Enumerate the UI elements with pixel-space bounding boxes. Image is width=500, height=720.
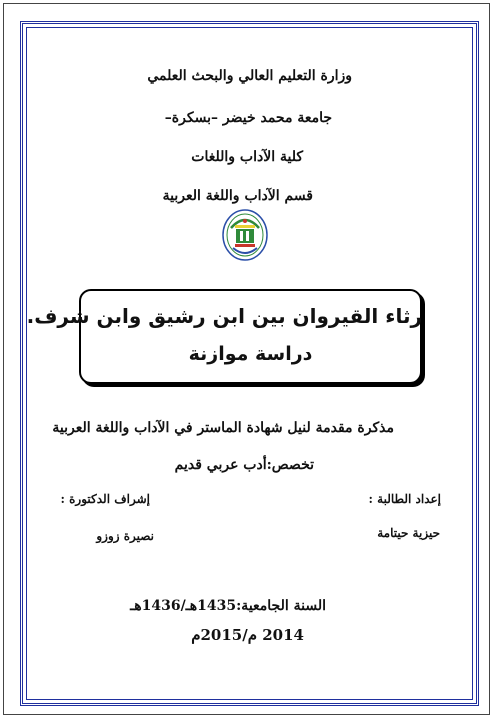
university-seal-icon (221, 208, 269, 262)
academic-year-hijri: السنة الجامعية:1435هـ/1436هـ (130, 598, 326, 614)
ministry-name: وزارة التعليم العالي والبحث العلمي (147, 68, 352, 84)
memo-statement: مذكرة مقدمة لنيل شهادة الماستر في الآداب واللغة العربية (52, 420, 394, 436)
university-name: جامعة محمد خيضر –بسكرة– (164, 110, 332, 126)
department-name: قسم الآداب واللغة العربية (162, 188, 313, 204)
thesis-title: رثاء القيروان بين ابن رشيق وابن شرف. (26, 304, 422, 328)
supervisor-label: إشراف الدكتورة : (60, 492, 150, 506)
supervisor-name: نصيرة زوزو (96, 529, 154, 543)
specialization: تخصص:أدب عربي قديم (174, 457, 314, 473)
thesis-subtitle: دراسة موازنة (188, 343, 313, 365)
faculty-name: كلية الآداب واللغات (191, 149, 303, 165)
student-label: إعداد الطالبة : (368, 492, 441, 506)
academic-year-gregorian: 2014 م/2015م (191, 626, 304, 644)
student-name: حيزية حيتامة (377, 526, 440, 540)
